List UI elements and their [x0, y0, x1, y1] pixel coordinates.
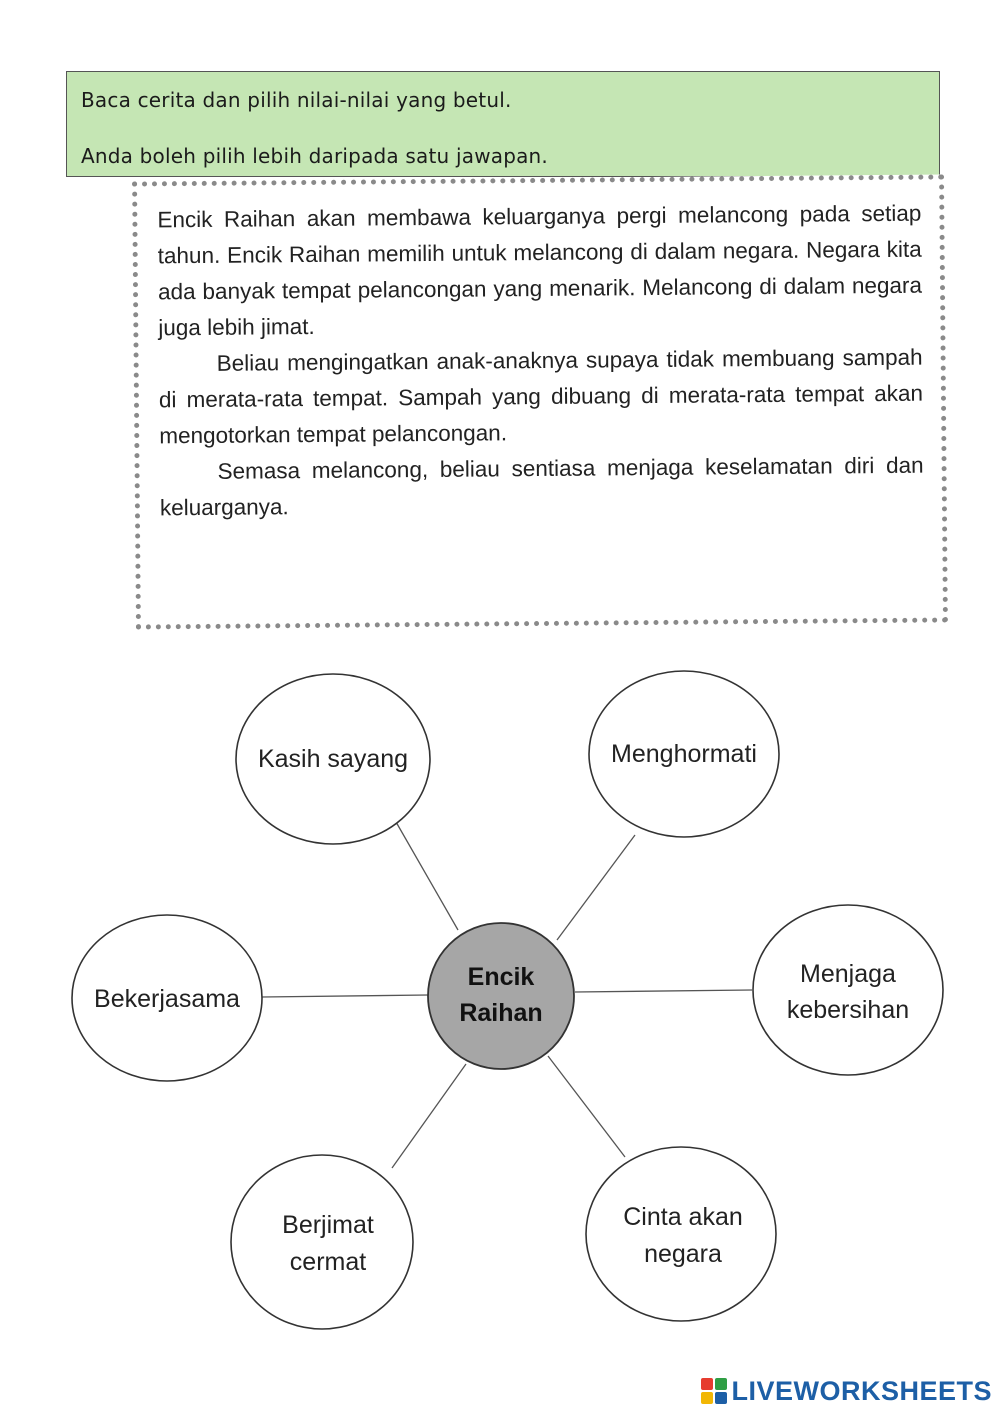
connector-menghormati	[557, 835, 635, 940]
story-paragraph-3: Semasa melancong, beliau sentiasa menjaga keselamatan diri dan keluarganya.	[159, 452, 924, 521]
option-menjaga-kebersihan[interactable]	[753, 905, 943, 1075]
option-label: Menghormati	[611, 740, 757, 768]
option-menghormati[interactable]	[589, 671, 779, 837]
connector-menjaga-kebersihan	[575, 990, 752, 992]
option-berjimat-cermat[interactable]	[231, 1155, 413, 1329]
instruction-line-2: Anda boleh pilih lebih daripada satu jawapan.	[81, 144, 548, 168]
liveworksheets-brand	[701, 1374, 992, 1408]
brand-text: LIVEWORKSHEETS	[731, 1375, 992, 1406]
option-label-line-1: Menjaga	[800, 960, 896, 988]
option-label-line-1: Cinta akan	[623, 1203, 743, 1231]
connector-cinta-akan-negara	[548, 1056, 625, 1157]
instructions-box	[66, 71, 940, 177]
mind-map	[0, 640, 1000, 1340]
option-bekerjasama[interactable]	[72, 915, 262, 1081]
center-node	[428, 923, 574, 1069]
liveworksheets-logo-icon	[701, 1378, 727, 1404]
option-label: Kasih sayang	[257, 745, 409, 773]
option-label-line-2: kebersihan	[786, 996, 910, 1024]
option-label-line-2: cermat	[289, 1248, 367, 1276]
story-paragraph-2: Beliau mengingatkan anak-anaknya supaya tidak membuang sampah di merata-rata tempat. Sampah yang dibuang di merata-rata tempat akan mengotorkan tempat pelancongan.	[158, 344, 924, 449]
option-kasih-sayang[interactable]	[236, 674, 430, 844]
center-circle	[428, 923, 574, 1069]
story-paragraph-1: Encik Raihan akan membawa keluarganya pergi melancong pada setiap tahun. Encik Raihan memilih untuk melancong di dalam negara. Negara kita ada banyak tempat pelancongan yang menarik. Melancong di dalam negara juga lebih jimat.	[157, 200, 923, 341]
connector-berjimat-cermat	[392, 1064, 466, 1168]
option-label-line-2: negara	[644, 1240, 722, 1268]
connector-kasih-sayang	[388, 808, 458, 930]
center-label-line-2: Raihan	[459, 999, 543, 1027]
instruction-line-1: Baca cerita dan pilih nilai-nilai yang betul.	[81, 88, 512, 112]
connector-bekerjasama	[262, 995, 428, 997]
option-label-line-1: Berjimat	[282, 1211, 374, 1239]
option-label: Bekerjasama	[94, 985, 240, 1013]
option-cinta-akan-negara[interactable]	[586, 1147, 776, 1321]
story-box	[132, 174, 948, 629]
center-label-line-1: Encik	[467, 963, 535, 991]
